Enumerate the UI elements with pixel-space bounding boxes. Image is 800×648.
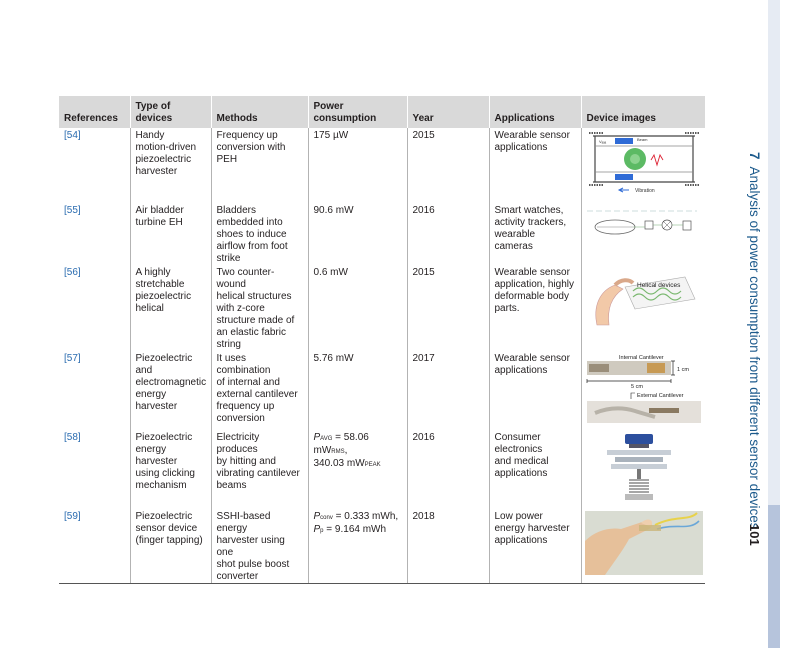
applications-cell: Consumer electronics and medical applications [489,430,581,509]
device-table [59,96,705,584]
page-number: 101 [747,524,762,546]
year-cell: 2015 [407,265,489,351]
methods-cell: Bladders embedded into shoes to induce airflow from foot strike [211,203,308,265]
ref-link[interactable]: [54] [64,130,81,141]
ref-link[interactable]: [57] [64,353,81,364]
power-cell: 90.6 mW [308,203,407,265]
device-image [581,203,705,265]
piezo-harvester-figure [585,130,703,198]
device-image [581,351,705,430]
col-images: Device images [581,96,705,128]
fig-label-helical: Helical devices [636,282,680,289]
table-row [59,203,705,265]
type-cell: A highly stretchable piezoelectric helical [130,265,211,351]
cantilever-figure [585,353,703,425]
year-cell: 2018 [407,509,489,584]
year-cell: 2016 [407,430,489,509]
col-references: References [59,96,130,128]
air-bladder-figure [585,205,703,245]
power-cell: Pconv = 0.333 mWh, Pp = 9.164 mWh [308,509,407,584]
table-header [59,96,705,128]
chapter-number: 7 [747,152,762,160]
clicking-harvester-figure [585,432,703,504]
year-cell: 2015 [407,128,489,203]
year-cell: 2016 [407,203,489,265]
col-applications: Applications [489,96,581,128]
finger-tapping-figure [585,511,703,575]
ref-link[interactable]: [55] [64,205,81,216]
applications-cell: Wearable sensor application, highly deformable body parts. [489,265,581,351]
power-cell: 5.76 mW [308,351,407,430]
applications-cell: Low power energy harvester applications [489,509,581,584]
ref-link[interactable]: [59] [59,509,130,584]
device-image [581,265,705,351]
power-cell: 175 µW [308,128,407,203]
chapter-title: Analysis of power consumption from different sensor devices [747,166,762,530]
table-row [59,351,705,430]
col-year: Year [407,96,489,128]
col-power-l1: Power [313,101,344,112]
table-row [59,430,705,509]
type-cell: Handy motion-driven piezoelectric harvester [130,128,211,203]
table-row [59,128,705,203]
col-methods: Methods [211,96,308,128]
col-type-l1: Type of [135,101,171,112]
ref-link[interactable]: [58] [64,432,81,443]
fig-label-vibration: Vibration [634,188,655,194]
col-type-l2: devices [135,113,173,124]
col-power [308,96,407,128]
type-cell: Air bladder turbine EH [130,203,211,265]
type-cell: Piezoelectric energy harvester using clicking mechanism [130,430,211,509]
power-cell: PAVG = 58.06 mWRMS, 340.03 mWPEAK [308,430,407,509]
fig-label-internal: Internal Cantilever [618,355,664,361]
fig-label-1cm: 1 cm [676,367,689,373]
methods-cell: Frequency up conversion with PEH [211,128,308,203]
table-row [59,509,705,584]
device-image [581,430,705,509]
ref-link[interactable]: [56] [64,267,81,278]
methods-cell: SSHI-based energy harvester using one shot pulse boost converter [211,509,308,584]
running-head [747,152,762,529]
type-cell: Piezoelectric and electromagnetic energy harvester [130,351,211,430]
table-row [59,265,705,351]
year-cell: 2017 [407,351,489,430]
applications-cell: Wearable sensor applications [489,128,581,203]
fig-label-external: External Cantilever [636,393,683,399]
col-power-l2: consumption [313,113,377,124]
helical-device-figure [585,267,703,327]
side-strip-tab [768,505,780,648]
power-cell: 0.6 mW [308,265,407,351]
type-cell: Piezoelectric sensor device (finger tapping) [130,509,211,584]
device-image [581,509,705,584]
methods-cell: Electricity produces by hitting and vibrating cantilever beams [211,430,308,509]
col-type [130,96,211,128]
applications-cell: Wearable sensor applications [489,351,581,430]
methods-cell: It uses combination of internal and external cantilever frequency up conversion [211,351,308,430]
fig-label-beam: Beam [636,137,647,142]
fig-label-5cm: 5 cm [630,384,643,390]
device-image [581,128,705,203]
methods-cell: Two counter-wound helical structures with z-core structure made of an elastic fabric string [211,265,308,351]
fig-label-v: Vₐₐₐ [598,139,606,144]
applications-cell: Smart watches, activity trackers, wearable cameras [489,203,581,265]
